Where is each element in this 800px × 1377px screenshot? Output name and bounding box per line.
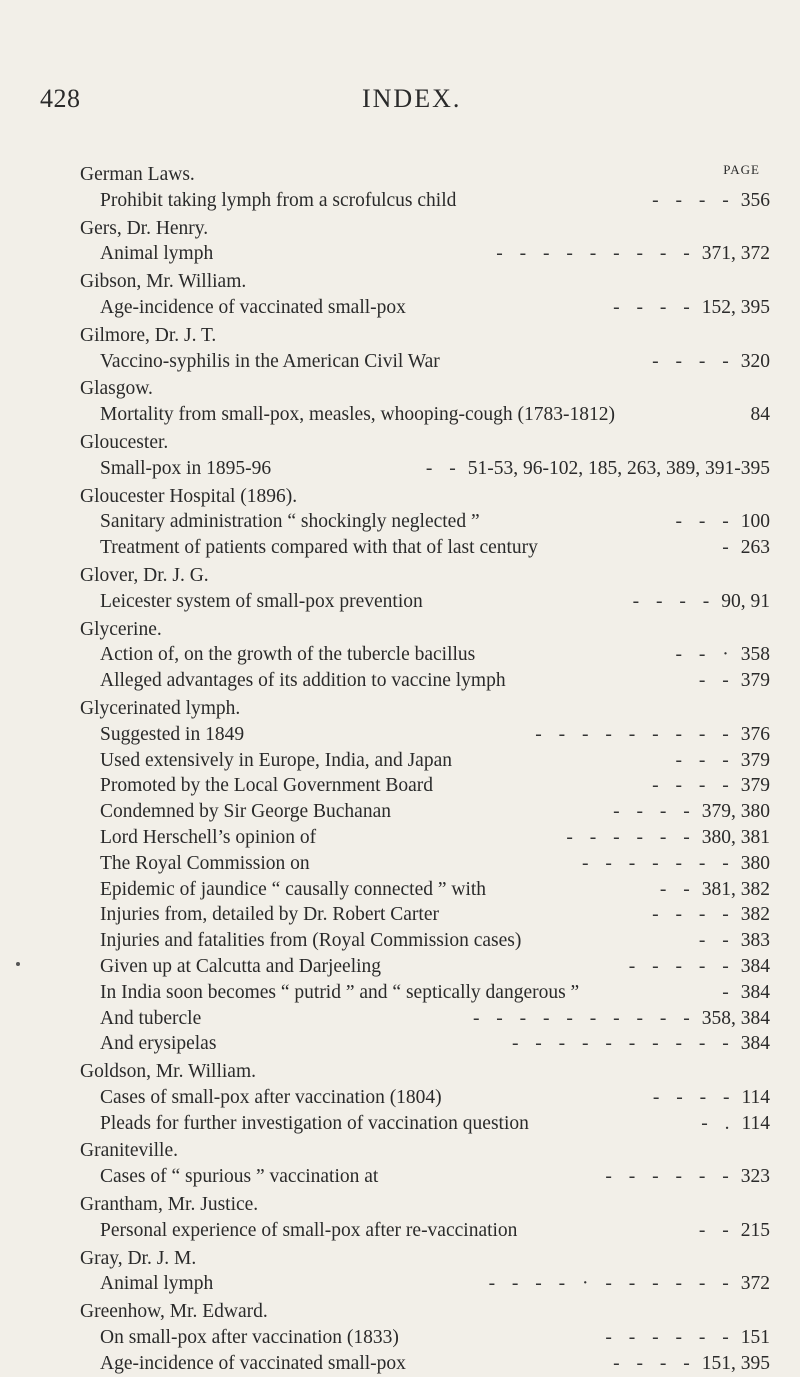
index-entry [80,216,770,268]
entry-heading: Gloucester. [80,431,169,453]
subentry-text: Animal lymph [100,243,214,265]
subentry-text: Alleged advantages of its addition to vaccine lymph [100,670,506,692]
subentry-row [80,877,770,903]
subentry-text: On small-pox after vaccination (1833) [100,1327,399,1349]
index-entry [80,563,770,615]
dot-leader: - [722,537,735,559]
subentry-row [80,668,770,694]
subentry-row [80,1085,770,1111]
subentry-text: In India soon becomes “ putrid ” and “ septically dangerous ” [100,981,580,1003]
subentry-row [80,1271,770,1297]
page-reference: 358 [740,644,770,666]
subentry-row [80,535,770,561]
page-reference: 114 [741,1112,770,1134]
index-entry [80,269,770,321]
subentry-text: Leicester system of small-pox prevention [100,590,423,612]
entry-heading: German Laws. [80,164,195,185]
entry-heading: Glycerinated lymph. [80,697,241,719]
subentry-text: Vaccino-syphilis in the American Civil War [100,350,440,372]
subentry-row [80,748,770,774]
subentry-row [80,1351,770,1377]
subentry-text: Age-incidence of vaccinated small-pox [100,1352,406,1374]
subentry-row [80,349,770,375]
index-entry [80,162,770,214]
page-reference: 152, 395 [701,296,770,318]
dot-leader: - - - - - - [605,1327,735,1349]
subentry-text: Mortality from small-pox, measles, whooping-cough (1783-1812) [100,404,616,426]
subentry-row [80,825,770,851]
dot-leader: - - - - [613,296,696,318]
subentry-text: The Royal Commission on [100,852,310,874]
dot-leader: - - - - [613,1352,696,1374]
dot-leader: - - - - [613,801,696,823]
page-reference: 384 [740,981,770,1003]
page-reference: 372 [740,1273,770,1295]
subentry-text: Condemned by Sir George Buchanan [100,801,391,823]
dot-leader: - - [698,1219,735,1241]
entry-heading: Greenhow, Mr. Edward. [80,1301,268,1323]
dot-leader: - - - - - - [566,826,696,848]
dot-leader: - - [698,930,735,952]
entry-heading: Gloucester Hospital (1896). [80,485,298,507]
page-reference: 380, 381 [701,826,770,848]
page-reference: 323 [740,1166,770,1188]
subentry-row [80,1111,770,1137]
page-reference: 151, 395 [701,1352,770,1374]
subentry-row [80,188,770,214]
dot-leader: - - - - [652,775,735,797]
page-reference: 379 [740,749,770,771]
entry-heading: Gilmore, Dr. J. T. [80,324,217,346]
dot-leader: - - - - · - - - - - - [488,1273,735,1295]
index-entry [80,323,770,375]
subentry-row [80,722,770,748]
page-reference: 379 [740,670,770,692]
dot-leader: - - - - - - [605,1166,735,1188]
subentry-text: Cases of “ spurious ” vaccination at [100,1166,379,1188]
page-reference: 263 [740,537,770,559]
page-reference: 90, 91 [721,590,770,612]
index-entry [80,1299,770,1376]
index-entry [80,376,770,428]
index-entry [80,430,770,482]
index-body [80,160,770,1377]
page-reference: 379 [740,775,770,797]
page-reference: 384 [740,955,770,977]
dot-leader: - . [701,1112,736,1134]
dot-leader: - - · [675,644,735,666]
subentry-row [80,773,770,799]
subentry-text: Personal experience of small-pox after re-vaccination [100,1219,518,1241]
page-reference: 383 [740,930,770,952]
entry-heading: Glover, Dr. J. G. [80,564,209,586]
index-entry [80,1138,770,1190]
subentry-row [80,1218,770,1244]
page-column-label: PAGE [723,162,760,177]
subentry-row [80,402,770,428]
subentry-row [80,1031,770,1057]
subentry-text: Given up at Calcutta and Darjeeling [100,955,382,977]
page-reference: 379, 380 [701,801,770,823]
page-reference: 114 [741,1086,770,1108]
subentry-row [80,642,770,668]
dot-leader: - - - - [652,904,735,926]
subentry-text: And erysipelas [100,1033,217,1055]
page-reference: 382 [740,904,770,926]
index-entry [80,1192,770,1244]
subentry-row [80,241,770,267]
subentry-row [80,456,770,482]
subentry-text: Epidemic of jaundice “ causally connected ” with [100,878,487,900]
index-entry [80,696,770,1057]
subentry-text: Lord Herschell’s opinion of [100,826,317,848]
page-reference: 356 [740,189,770,211]
dot-leader: - - - - [632,590,716,612]
subentry-text: Prohibit taking lymph from a scrofulcus child [100,189,457,211]
dot-leader: - - [659,878,696,900]
subentry-text: Sanitary administration “ shockingly neglected ” [100,511,480,533]
subentry-row [80,799,770,825]
dot-leader: - - - - - - - - - - [511,1033,735,1055]
dot-leader: - - - - - [628,955,735,977]
page-reference: 358, 384 [701,1007,770,1029]
subentry-row [80,1164,770,1190]
subentry-text: Treatment of patients compared with that of last century [100,537,538,559]
subentry-text: Animal lymph [100,1273,214,1295]
dot-leader: - - - [675,749,735,771]
entry-heading: Gibson, Mr. William. [80,271,247,293]
entry-heading: Gray, Dr. J. M. [80,1247,197,1269]
dot-leader: - - - - [652,1086,736,1108]
dot-leader: - - - [675,511,735,533]
dot-leader: - - - - [652,189,735,211]
subentry-row [80,1325,770,1351]
running-title: INDEX. [362,84,462,113]
page-reference: 215 [740,1219,770,1241]
subentry-row [80,954,770,980]
subentry-row [80,902,770,928]
page-reference: 151 [740,1327,770,1349]
dot-leader: - [722,981,735,1003]
page-number: 428 [40,84,81,113]
dot-leader: - - - - - - - [582,852,735,874]
subentry-text: Cases of small-pox after vaccination (1804) [100,1086,442,1108]
subentry-row [80,1006,770,1032]
dot-leader: - - - - - - - - - [496,243,696,265]
dot-leader: - - [698,670,735,692]
index-entry [80,484,770,561]
entry-heading: Grantham, Mr. Justice. [80,1194,259,1216]
subentry-row [80,509,770,535]
subentry-text: Injuries and fatalities from (Royal Commission cases) [100,930,522,952]
entry-heading: Goldson, Mr. William. [80,1061,256,1083]
index-entry [80,1059,770,1136]
page-reference: 371, 372 [701,243,770,265]
subentry-text: Injuries from, detailed by Dr. Robert Carter [100,904,439,926]
page-header [40,84,680,124]
entry-heading: Glasgow. [80,378,153,400]
subentry-row [80,295,770,321]
page-reference: 320 [740,350,770,372]
dot-leader: - - [425,457,462,479]
page-reference: 384 [740,1033,770,1055]
entry-heading: Glycerine. [80,618,162,640]
subentry-row [80,851,770,877]
subentry-text: And tubercle [100,1007,202,1029]
subentry-row [80,589,770,615]
entry-heading: Gers, Dr. Henry. [80,217,209,239]
dot-leader: - - - - - - - - - - [472,1007,696,1029]
index-entry [80,1246,770,1298]
subentry-text: Action of, on the growth of the tubercle bacillus [100,644,476,666]
page-reference: 376 [740,723,770,745]
subentry-row [80,980,770,1006]
page-reference: 100 [740,511,770,533]
subentry-text: Age-incidence of vaccinated small-pox [100,296,406,318]
page-reference: 84 [750,404,770,426]
entry-heading: Graniteville. [80,1140,179,1162]
subentry-text: Small-pox in 1895-96 [100,457,272,479]
dot-leader: - - - - [652,350,735,372]
subentry-text: Promoted by the Local Government Board [100,775,434,797]
subentry-text: Pleads for further investigation of vaccination question [100,1112,529,1134]
page-reference: 381, 382 [701,878,770,900]
page-reference: 380 [740,852,770,874]
subentry-text: Suggested in 1849 [100,723,245,745]
dot-leader: - - - - - - - - - [535,723,735,745]
index-entry [80,617,770,694]
page-reference: 51-53, 96-102, 185, 263, 389, 391-395 [467,457,770,479]
subentry-row [80,928,770,954]
margin-mark [16,962,20,966]
subentry-text: Used extensively in Europe, India, and Japan [100,749,452,771]
